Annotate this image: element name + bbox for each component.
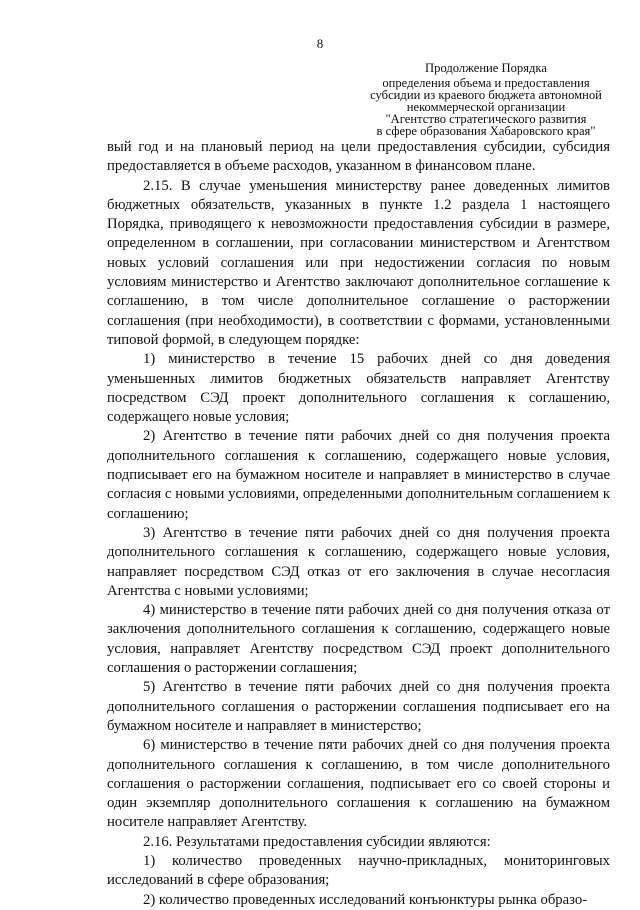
paragraph-result-2: 2) количество проведенных исследований конъюнктуры рынка образо- xyxy=(143,891,588,908)
document-body xyxy=(107,138,610,910)
paragraph-item-1: 1) министерство в течение 15 рабочих дней со дня доведения уменьшенных лимитов бюджетных обязательств направляет Агентству посредством СЭД проект дополнительного соглашения к соглашению, содержащего новые условия; xyxy=(107,351,610,426)
paragraph-item-4: 4) министерство в течение пяти рабочих дней со дня получения отказа от заключения дополнительного соглашения к соглашению, содержащего новые условия, направляет Агентству посредством СЭД проект дополнительного соглашения о расторжении соглашения; xyxy=(107,602,610,677)
paragraph-result-1: 1) количество проведенных научно-прикладных, мониторинговых исследований в сфере образования; xyxy=(107,852,610,889)
header-continuation: Продолжение Порядка xyxy=(425,61,547,75)
header-line: в сфере образования Хабаровского края" xyxy=(376,124,596,138)
paragraph-continuation: вый год и на плановый период на цели предоставления субсидии, субсидия предоставляется в объеме расходов, указанном в финансовом плане. xyxy=(107,139,610,175)
document-header xyxy=(360,62,612,137)
header-line: субсидии из краевого бюджета автономной xyxy=(370,88,602,102)
paragraph-item-3: 3) Агентство в течение пяти рабочих дней со дня получения проекта дополнительного соглашения к соглашению, содержащего новые условия, направляет посредством СЭД отказ от его заключения в случае несогласия Агентства с новыми условиями; xyxy=(107,524,610,599)
header-line: определения объема и предоставления xyxy=(382,76,590,90)
header-line: некоммерческой организации xyxy=(406,100,566,114)
page-number: 8 xyxy=(316,36,324,51)
paragraph-item-6: 6) министерство в течение пяти рабочих дней со дня получения проекта дополнительного соглашения к соглашению, в том числе дополнительного соглашения о расторжении соглашения, подписывает его со своей стороны и один экземпляр дополнительного соглашения к соглашению на бумажном носителе направляет Агентству. xyxy=(107,737,610,831)
paragraph-2-15: 2.15. В случае уменьшения министерству ранее доведенных лимитов бюджетных обязательств, указанных в пункте 1.2 раздела 1 настоящего Порядка, приводящего к невозможности предоставления субсидии в размере, определенном в соглашении, при согласовании министерством и Агентством новых условий соглашения или при недостижении согласия по новым условиям министерство и Агентство заключают дополнительное соглашение к соглашению, в том числе дополнительное соглашение о расторжении соглашения (при необходимости), в соответствии с формами, установленными типовой формой, в следующем порядке: xyxy=(107,177,610,348)
header-line: "Агентство стратегического развития xyxy=(385,112,587,126)
paragraph-item-5: 5) Агентство в течение пяти рабочих дней со дня получения проекта дополнительного соглашения о расторжении соглашения подписывает его на бумажном носителе и направляет в министерство; xyxy=(107,679,610,734)
paragraph-item-2: 2) Агентство в течение пяти рабочих дней со дня получения проекта дополнительного соглашения к соглашению, содержащего новые условия, подписывает его на бумажном носителе и направляет в министерство в случае согласия с новыми условиями, определенными дополнительным соглашением к соглашению; xyxy=(107,428,610,522)
paragraph-2-16: 2.16. Результатами предоставления субсидии являются: xyxy=(143,833,491,850)
